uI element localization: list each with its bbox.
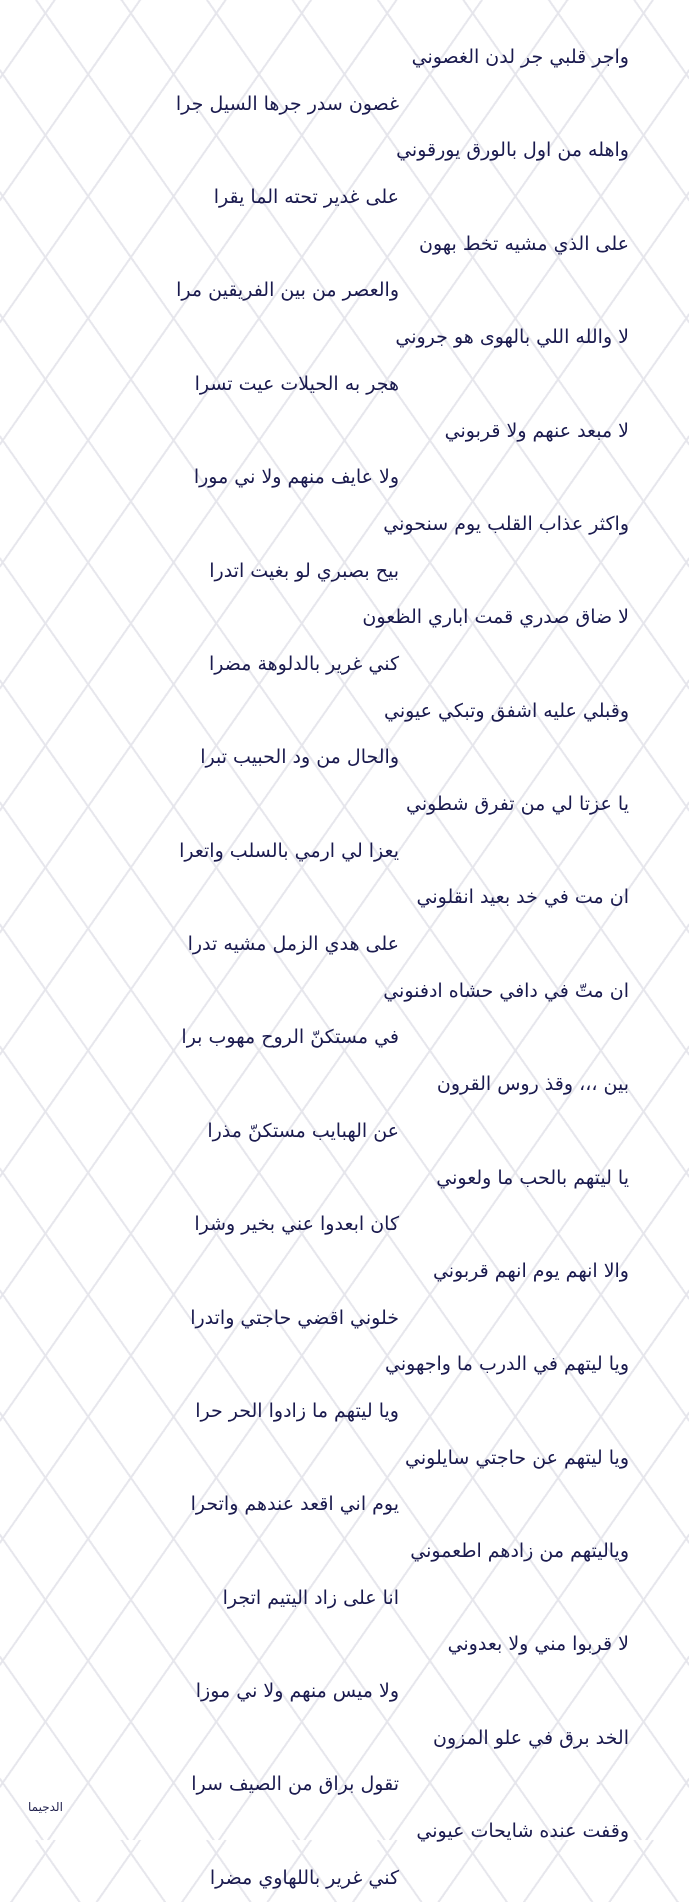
verse-line: يوم اني اقعد عندهم واتحرا: [190, 1493, 399, 1516]
verse-line: في مستكنّ الروح مهوب برا: [181, 1026, 399, 1049]
verse-line: يا عزتا لي من تفرق شطوني: [405, 793, 629, 815]
verse-line: غصون سدر جرها السيل جرا: [175, 92, 399, 115]
verse-line: لا والله اللي بالهوى هو جروني: [395, 326, 629, 349]
verse-line: واجر قلبي جر لدن الغصوني: [411, 46, 629, 68]
verse-line: على هدي الزمل مشيه تدرا: [187, 933, 399, 956]
verse-line: واكثر عذاب القلب يوم سنحوني: [383, 512, 629, 535]
verse-line: الخد برق في علو المزون: [432, 1726, 629, 1749]
verse-line: ان مت في خد بعيد انقلوني: [416, 886, 629, 909]
verse-line: لا مبعد عنهم ولا قربوني: [444, 419, 629, 442]
verse-line: لا ضاق صدري قمت اباري الظعون: [362, 606, 629, 629]
verse-line: يا ليتهم بالحب ما ولعوني: [436, 1166, 629, 1189]
verse-line: وياليتهم من زادهم اطعموني: [410, 1540, 629, 1562]
verse-line: خلوني اقضي حاجتي واتدرا: [190, 1306, 399, 1329]
verse-line: على الذي مشيه تخط بهون: [419, 232, 629, 255]
verse-line: والحال من ود الحبيب تبرا: [200, 746, 399, 769]
verse-line: والعصر من بين الفريقين مرا: [176, 279, 399, 302]
verse-line: ولا ميس منهم ولا ني موزا: [195, 1680, 399, 1703]
verse-line: واهله من اول بالورق يورقوني: [396, 139, 629, 162]
verse-line: كني غرير باللهاوي مضرا: [209, 1866, 399, 1889]
verse-line: على غدير تحته الما يقرا: [213, 186, 399, 209]
poem: [0, 34, 689, 1902]
verse-line: والا انهم يوم انهم قربوني: [432, 1259, 629, 1282]
verse-line: هجر به الحيلات عيت تسرا: [194, 372, 399, 395]
verse-line: ويا ليتهم ما زادوا الحر حرا: [195, 1399, 399, 1422]
verse-line: ان متّ في دافي حشاه ادفنوني: [383, 979, 629, 1002]
author-signature: الدجيما: [28, 1800, 63, 1814]
verse-line: عن الهبايب مستكنّ مذرا: [207, 1119, 399, 1142]
verse-line: كني غرير بالدلوهة مضرا: [209, 652, 399, 675]
verse-line: تقول براق من الصيف سرا: [191, 1773, 399, 1796]
verse-line: كان ابعدوا عني بخير وشرا: [194, 1213, 399, 1236]
verse-line: وقبلي عليه اشفق وتبكي عيوني: [383, 699, 629, 722]
verse-line: لا قربوا مني ولا بعدوني: [447, 1633, 629, 1656]
verse-line: بيح بصبري لو بغيت اتدرا: [209, 559, 399, 582]
verse-line: يعزا لي ارمي بالسلب واتعرا: [179, 839, 399, 862]
verse-line: بين ،،، وقذ روس القرون: [436, 1073, 629, 1096]
verse-line: انا على زاد اليتيم اتجرا: [222, 1586, 399, 1609]
verse-line: ولا عايف منهم ولا ني مورا: [193, 466, 399, 489]
verse-line: ويا ليتهم في الدرب ما واجهوني: [385, 1353, 629, 1376]
verse-line: ويا ليتهم عن حاجتي سايلوني: [405, 1446, 629, 1469]
verse-line: وقفت عنده شايحات عيوني: [416, 1820, 629, 1843]
